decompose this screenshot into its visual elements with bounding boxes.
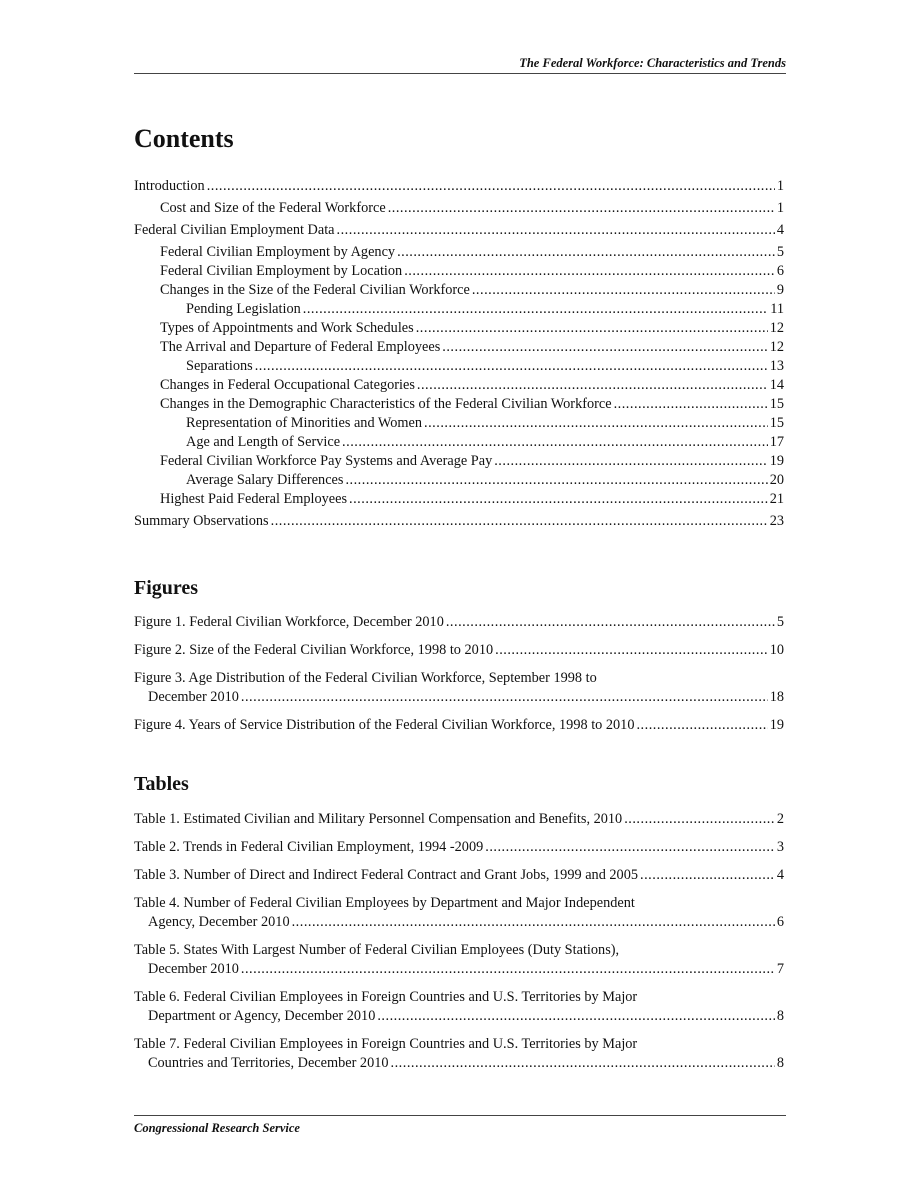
dot-leader [442, 338, 767, 357]
dot-leader [255, 357, 768, 376]
figures-entry-title: Figure 3. Age Distribution of the Federal Civilian Workforce, September 1998 to [134, 670, 597, 686]
toc-entry[interactable] [134, 376, 784, 395]
tables-entry-title-cont: Countries and Territories, December 2010 [148, 1055, 389, 1071]
toc-entry-title: The Arrival and Departure of Federal Employees [160, 339, 441, 355]
tables-entry-title: Table 5. States With Largest Number of Federal Civilian Employees (Duty Stations), [134, 942, 620, 958]
dot-leader [303, 300, 768, 319]
tables-entry-page: 8 [776, 1055, 784, 1071]
toc-entry[interactable] [134, 243, 784, 262]
toc-entry[interactable] [134, 221, 784, 240]
toc-entry-title: Cost and Size of the Federal Workforce [160, 200, 386, 216]
toc-entry[interactable] [134, 319, 784, 338]
tables-entry-page: 2 [776, 811, 784, 827]
dot-leader [241, 688, 768, 707]
dot-leader [345, 471, 767, 490]
toc-entry-page: 23 [769, 513, 784, 529]
toc-entry-title: Federal Civilian Employment by Agency [160, 244, 396, 260]
dot-leader [404, 262, 775, 281]
figures-entry-title: Figure 1. Federal Civilian Workforce, December 2010 [134, 614, 444, 630]
dot-leader [472, 281, 775, 300]
tables-entry-title-cont: Agency, December 2010 [148, 914, 290, 930]
tables-entry-row [134, 960, 784, 979]
toc-entry-page: 15 [769, 396, 784, 412]
toc-entry-page: 14 [769, 377, 784, 393]
tables-entry-page: 3 [776, 839, 784, 855]
toc-entry-title: Pending Legislation [186, 301, 301, 317]
figures-list [134, 613, 784, 744]
tables-heading: Tables [134, 773, 189, 795]
toc-entry-page: 21 [769, 491, 784, 507]
dot-leader [417, 376, 768, 395]
toc-entry-title: Highest Paid Federal Employees [160, 491, 348, 507]
figures-entry[interactable] [134, 669, 784, 707]
toc-entry-title: Representation of Minorities and Women [186, 415, 423, 431]
tables-entry-page: 4 [776, 867, 784, 883]
toc-entry[interactable] [134, 177, 784, 196]
tables-entry-title: Table 6. Federal Civilian Employees in Foreign Countries and U.S. Territories by Major [134, 989, 638, 1005]
dot-leader [424, 414, 768, 433]
tables-entry-title: Table 7. Federal Civilian Employees in Foreign Countries and U.S. Territories by Major [134, 1036, 638, 1052]
tables-entry-title: Table 4. Number of Federal Civilian Employees by Department and Major Independent [134, 895, 635, 911]
dot-leader [342, 433, 768, 452]
toc-entry-page: 12 [769, 320, 784, 336]
toc-entry-page: 13 [769, 358, 784, 374]
tables-entry[interactable] [134, 866, 784, 885]
dot-leader [485, 838, 775, 857]
figures-entry-page: 5 [776, 614, 784, 630]
tables-entry[interactable] [134, 1035, 784, 1073]
toc-entry-title: Federal Civilian Workforce Pay Systems and Average Pay [160, 453, 493, 469]
toc-entry-title: Changes in the Size of the Federal Civilian Workforce [160, 282, 470, 298]
dot-leader [494, 452, 767, 471]
toc-entry-title: Age and Length of Service [186, 434, 341, 450]
tables-entry-title: Table 2. Trends in Federal Civilian Employment, 1994 -2009 [134, 839, 484, 855]
figures-entry-row [134, 688, 784, 707]
figures-entry-title-cont: December 2010 [148, 689, 239, 705]
figures-entry-page: 19 [769, 717, 784, 733]
figures-entry-title: Figure 2. Size of the Federal Civilian Workforce, 1998 to 2010 [134, 642, 494, 658]
tables-entry-page: 6 [776, 914, 784, 930]
tables-entry[interactable] [134, 988, 784, 1026]
tables-entry-row [134, 1007, 784, 1026]
tables-entry-row [134, 913, 784, 932]
toc-entry[interactable] [134, 281, 784, 300]
toc-entry[interactable] [134, 300, 784, 319]
dot-leader [337, 221, 775, 240]
toc-entry[interactable] [134, 490, 784, 509]
toc-entry-page: 15 [769, 415, 784, 431]
toc-entry-title: Separations [186, 358, 253, 374]
tables-entry-page: 8 [776, 1008, 784, 1024]
toc-entry[interactable] [134, 338, 784, 357]
tables-entry-row [134, 1054, 784, 1073]
dot-leader [416, 319, 768, 338]
toc-entry[interactable] [134, 199, 784, 218]
toc-entry-page: 11 [770, 301, 784, 317]
dot-leader [241, 960, 775, 979]
dot-leader [388, 199, 775, 218]
tables-entry-title: Table 1. Estimated Civilian and Military Personnel Compensation and Benefits, 2010 [134, 811, 623, 827]
dot-leader [640, 866, 775, 885]
tables-entry[interactable] [134, 838, 784, 857]
figures-entry-page: 18 [769, 689, 784, 705]
dot-leader [495, 641, 768, 660]
toc-entry-title: Changes in the Demographic Characteristics of the Federal Civilian Workforce [160, 396, 612, 412]
dot-leader [391, 1054, 775, 1073]
toc-entry-title: Types of Appointments and Work Schedules [160, 320, 414, 336]
figures-heading: Figures [134, 577, 199, 599]
figures-entry[interactable] [134, 716, 784, 735]
tables-entry[interactable] [134, 894, 784, 932]
dot-leader [624, 810, 775, 829]
toc-entry-title: Introduction [134, 178, 205, 194]
toc-entry[interactable] [134, 433, 784, 452]
figures-entry-row [134, 716, 784, 735]
toc-entry-page: 4 [776, 222, 784, 238]
dot-leader [614, 395, 768, 414]
header-rule [134, 73, 786, 74]
dot-leader [397, 243, 775, 262]
tables-entry-page: 7 [776, 961, 784, 977]
figures-entry-row [134, 641, 784, 660]
dot-leader [349, 490, 768, 509]
toc-entry[interactable] [134, 471, 784, 490]
toc-entry-page: 12 [769, 339, 784, 355]
toc-entry-page: 17 [769, 434, 784, 450]
dot-leader [271, 512, 768, 531]
dot-leader [207, 177, 775, 196]
toc-entry[interactable] [134, 414, 784, 433]
tables-entry-title-cont: December 2010 [148, 961, 239, 977]
figures-entry-row [134, 613, 784, 632]
dot-leader [292, 913, 775, 932]
toc-entry[interactable] [134, 512, 784, 531]
toc-entry[interactable] [134, 395, 784, 414]
tables-entry[interactable] [134, 810, 784, 829]
dot-leader [636, 716, 767, 735]
toc-entry-page: 19 [769, 453, 784, 469]
toc-entry[interactable] [134, 357, 784, 376]
toc-entry[interactable] [134, 452, 784, 471]
toc-entry-title: Federal Civilian Employment Data [134, 222, 335, 238]
figures-entry-page: 10 [769, 642, 784, 658]
toc-entry-title: Summary Observations [134, 513, 269, 529]
tables-list [134, 810, 784, 1082]
contents-list [134, 177, 784, 531]
toc-entry-page: 6 [776, 263, 784, 279]
tables-entry-row [134, 810, 784, 829]
running-header: The Federal Workforce: Characteristics and Trends [519, 56, 786, 70]
dot-leader [446, 613, 775, 632]
tables-entry[interactable] [134, 941, 784, 979]
toc-entry[interactable] [134, 262, 784, 281]
figures-entry-title: Figure 4. Years of Service Distribution of the Federal Civilian Workforce, 1998 to 2010 [134, 717, 635, 733]
toc-entry-page: 1 [776, 200, 784, 216]
toc-entry-title: Changes in Federal Occupational Categories [160, 377, 415, 393]
dot-leader [377, 1007, 775, 1026]
figures-entry[interactable] [134, 641, 784, 660]
toc-entry-page: 20 [769, 472, 784, 488]
toc-entry-title: Average Salary Differences [186, 472, 344, 488]
toc-entry-page: 5 [776, 244, 784, 260]
footer-rule [134, 1115, 786, 1116]
tables-entry-row [134, 866, 784, 885]
contents-heading: Contents [134, 124, 234, 153]
tables-entry-title: Table 3. Number of Direct and Indirect Federal Contract and Grant Jobs, 1999 and 2005 [134, 867, 639, 883]
toc-entry-page: 9 [776, 282, 784, 298]
figures-entry[interactable] [134, 613, 784, 632]
toc-entry-page: 1 [776, 178, 784, 194]
toc-entry-title: Federal Civilian Employment by Location [160, 263, 403, 279]
tables-entry-row [134, 838, 784, 857]
footer: Congressional Research Service [134, 1121, 300, 1135]
tables-entry-title-cont: Department or Agency, December 2010 [148, 1008, 376, 1024]
